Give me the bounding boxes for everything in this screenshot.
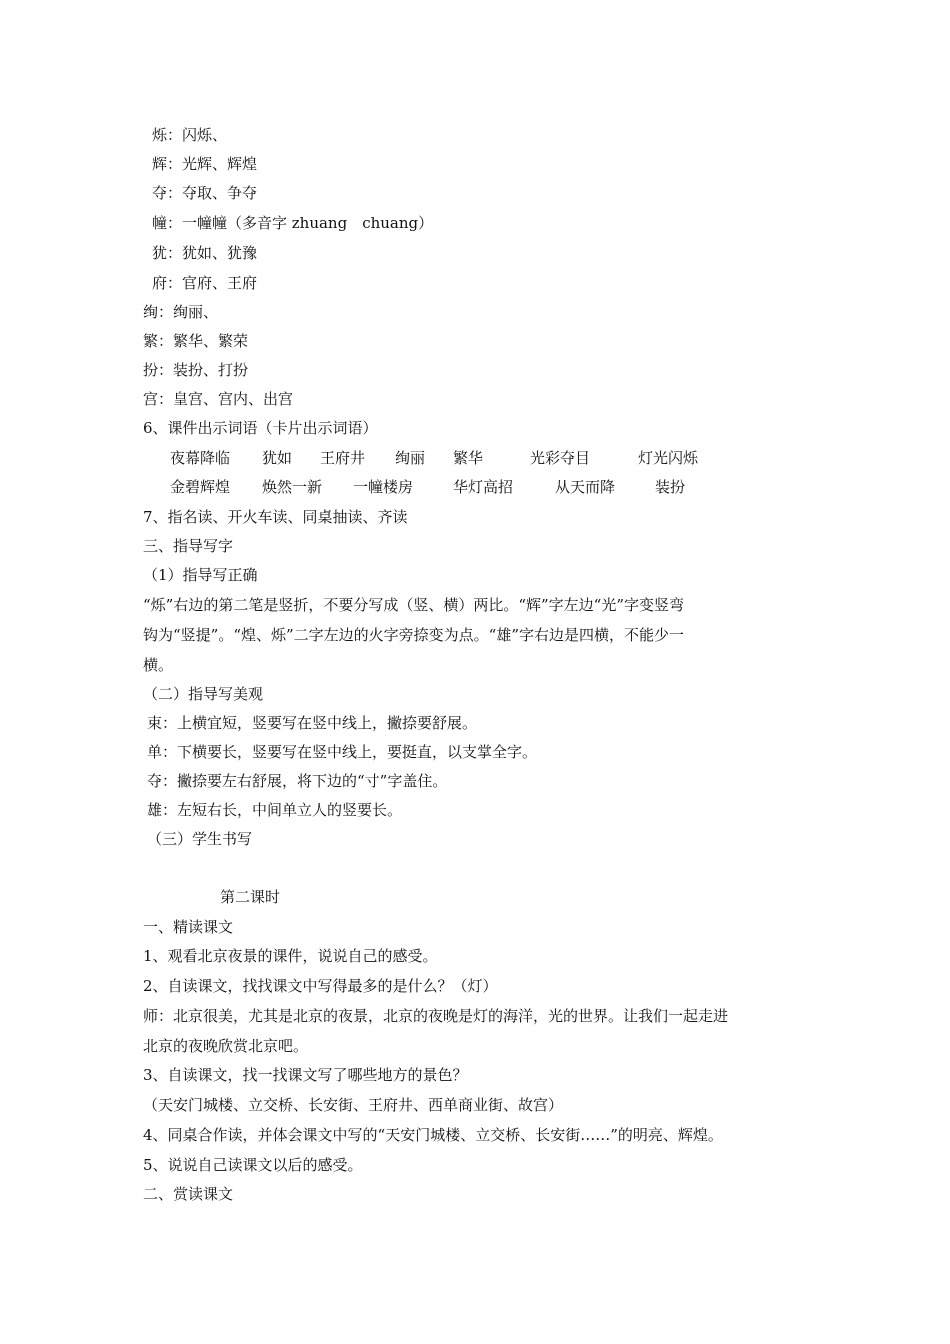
section-1-heading: 一、精读课文 [143, 918, 234, 936]
vocab-gong: 宫：皇宫、宫内、出宫 [143, 390, 294, 408]
vocab-ban: 扮：装扮、打扮 [143, 361, 249, 379]
paragraph-line: 钩为“竖提”。“煌、烁”二字左边的火字旁捺变为点。“雄”字右边是四横，不能少一 [143, 626, 685, 644]
vocab-hui: 辉：光辉、辉煌 [152, 155, 258, 173]
stroke-tip-shu: 束：上横宜短，竖要写在竖中线上，撇捺要舒展。 [147, 714, 478, 732]
subsection-1-heading: （1）指导写正确 [143, 566, 258, 584]
paragraph-line: 2、自读课文，找找课文中写得最多的是什么？（灯） [143, 977, 498, 995]
word-card: 装扮 [655, 478, 686, 496]
stroke-tip-duo: 夺：撇捺要左右舒展，将下边的“寸”字盖住。 [147, 772, 448, 790]
paragraph-line: 横。 [143, 656, 174, 674]
paragraph-line: “烁”右边的第二笔是竖折，不要分写成（竖、横）两比。“辉”字左边“光”字变竖弯 [143, 596, 685, 614]
paragraph-line: 北京的夜晚欣赏北京吧。 [143, 1037, 309, 1055]
subsection-2-heading: （二）指导写美观 [143, 685, 264, 703]
vocab-zhuang: 幢：一幢幢（多音字 zhuang chuang） [152, 214, 434, 232]
paragraph-line: 1、观看北京夜景的课件，说说自己的感受。 [143, 947, 438, 965]
subsection-3-heading: （三）学生书写 [147, 830, 253, 848]
paragraph-line: 3、自读课文，找一找课文写了哪些地方的景色？ [143, 1066, 468, 1084]
vocab-xuan: 绚：绚丽、 [143, 303, 219, 321]
vocab-duo: 夺：夺取、争夺 [152, 184, 258, 202]
section-2-heading: 二、赏读课文 [143, 1185, 234, 1203]
word-card: 华灯高招 [453, 478, 514, 496]
word-card: 从天而降 [555, 478, 616, 496]
vocab-shuo: 烁：闪烁、 [152, 126, 228, 144]
vocab-fu: 府：官府、王府 [152, 274, 258, 292]
word-card: 焕然一新 [262, 478, 323, 496]
vocab-you: 犹：犹如、犹豫 [152, 244, 258, 262]
stroke-tip-dan: 单：下横要长，竖要写在竖中线上，要挺直，以支掌全字。 [147, 743, 538, 761]
section-3-heading: 三、指导写字 [143, 537, 234, 555]
paragraph-line: 5、说说自己读课文以后的感受。 [143, 1156, 363, 1174]
paragraph-line: 师：北京很美，尤其是北京的夜景，北京的夜晚是灯的海洋，光的世界。让我们一起走进 [143, 1007, 729, 1025]
lesson-2-title: 第二课时 [220, 888, 281, 906]
word-card: 金碧辉煌 [170, 478, 231, 496]
word-card: 绚丽 [395, 449, 426, 467]
word-card: 灯光闪烁 [638, 449, 699, 467]
stroke-tip-xiong: 雄：左短右长，中间单立人的竖要长。 [147, 801, 403, 819]
paragraph-line: （天安门城楼、立交桥、长安街、王府井、西单商业街、故宫） [143, 1096, 564, 1114]
vocab-fan: 繁：繁华、繁荣 [143, 332, 249, 350]
word-card: 一幢楼房 [353, 478, 414, 496]
step-7-heading: 7、指名读、开火车读、同桌抽读、齐读 [143, 508, 408, 526]
word-card: 光彩夺目 [530, 449, 591, 467]
word-card: 繁华 [453, 449, 484, 467]
step-6-heading: 6、课件出示词语（卡片出示词语） [143, 419, 378, 437]
word-card: 王府井 [320, 449, 366, 467]
word-card: 犹如 [262, 449, 293, 467]
paragraph-line: 4、同桌合作读，并体会课文中写的“天安门城楼、立交桥、长安街……”的明亮、辉煌。 [143, 1126, 723, 1144]
word-card: 夜幕降临 [170, 449, 231, 467]
